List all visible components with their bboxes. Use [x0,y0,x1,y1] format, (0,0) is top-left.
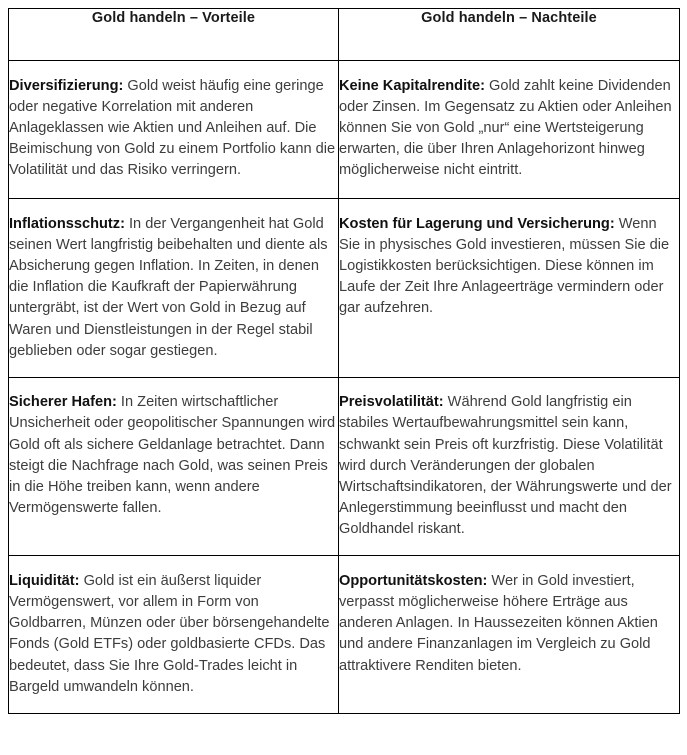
disadvantage-cell-storage-costs [339,199,680,378]
column-header-disadvantages [339,9,680,61]
disadvantage-term-price-volatility: Preisvolatilität: [339,394,444,411]
disadvantage-term-storage-costs: Kosten für Lagerung und Versicherung: [339,215,615,232]
advantage-cell-diversification [9,61,339,199]
advantage-term-safe-haven: Sicherer Hafen: [9,394,117,411]
disadvantage-text-opportunity-costs [339,571,679,677]
column-header-disadvantages-label: Gold handeln – Nachteile [421,10,597,26]
advantage-term-diversification: Diversifizierung: [9,77,124,94]
advantage-body-liquidity: Gold ist ein äußerst liquider Vermögenswert, vor allem in Form von Goldbarren, Münzen oder über börsengehandelte Fonds (Gold ETFs) oder goldbasierte CFDs. Das bedeutet, dass Sie Ihre Gold-Trades leicht in Bargeld umwandeln können. [9,572,330,695]
advantage-body-safe-haven: In Zeiten wirtschaftlicher Unsicherheit oder geopolitischer Spannungen wird Gold oft als sichere Geldanlage betrachtet. Dann steigt die Nachfrage nach Gold, was seinen Preis in die Höhe treiben kann, wenn andere Vermögenswerte fallen. [9,394,336,517]
disadvantage-body-storage-costs: Wenn Sie in physisches Gold investieren, müssen Sie die Logistikkosten berücksichtigen. Diese können im Laufe der Zeit Ihre Anlageerträge vermindern oder gar aufzehren. [339,215,670,317]
pros-cons-table-container [8,8,679,748]
disadvantage-cell-opportunity-costs [339,556,680,713]
table-row [9,556,680,713]
disadvantage-body-opportunity-costs: Wer in Gold investiert, verpasst möglicherweise höhere Erträge aus anderen Anlagen. In Haussezeiten können Aktien und andere Finanzanlagen im Vergleich zu Gold attraktivere Renditen bieten. [339,572,658,674]
table-row [9,199,680,378]
disadvantage-text-storage-costs [339,214,679,320]
advantage-cell-inflation-protection [9,199,339,378]
disadvantage-term-opportunity-costs: Opportunitätskosten: [339,572,488,589]
column-header-advantages [9,9,339,61]
advantage-text-safe-haven [9,392,338,519]
advantage-cell-safe-haven [9,377,339,556]
advantage-term-liquidity: Liquidität: [9,572,80,589]
advantage-cell-liquidity [9,556,339,713]
advantage-text-diversification [9,76,338,182]
disadvantage-text-price-volatility [339,392,679,540]
disadvantage-cell-price-volatility [339,377,680,556]
header-row [9,9,680,61]
advantage-text-liquidity [9,571,338,698]
table-body [9,61,680,714]
disadvantage-text-no-yield [339,76,679,182]
disadvantage-body-price-volatility: Während Gold langfristig ein stabiles Wertaufbewahrungsmittel sein kann, schwankt sein Preis oft kurzfristig. Diese Volatilität wird durch Veränderungen der globalen Wirtschaftsindikatoren, der Währungswerte und der Anlegerstimmung beeinflusst und macht den Goldhandel riskant. [339,394,672,538]
table-row [9,377,680,556]
table-header [9,9,680,61]
advantage-text-inflation-protection [9,214,338,362]
column-header-advantages-label: Gold handeln – Vorteile [91,10,256,26]
table-row [9,61,680,199]
disadvantage-term-no-yield: Keine Kapitalrendite: [339,77,485,94]
disadvantage-body-no-yield: Gold zahlt keine Dividenden oder Zinsen. Im Gegensatz zu Aktien oder Anleihen können Sie von Gold „nur“ eine Wertsteigerung erwarten, die über Ihren Anlagehorizont hinweg möglicherweise nicht eintritt. [339,77,672,179]
advantage-term-inflation-protection: Inflationsschutz: [9,215,125,232]
disadvantage-cell-no-yield [339,61,680,199]
gold-trading-pros-cons-table [8,8,680,714]
advantage-body-inflation-protection: In der Vergangenheit hat Gold seinen Wert langfristig beibehalten und diente als Absicherung gegen Inflation. In Zeiten, in denen die Inflation die Kaufkraft der Papierwährung untergräbt, ist der Wert von Gold in Bezug auf Waren und Dienstleistungen in der Regel stabil geblieben oder sogar gestiegen. [9,215,328,359]
advantage-body-diversification: Gold weist häufig eine geringe oder negative Korrelation mit anderen Anlageklassen wie Aktien und Anleihen auf. Die Beimischung von Gold zu einem Portfolio kann die Volatilität und das Risiko verringern. [9,77,336,179]
